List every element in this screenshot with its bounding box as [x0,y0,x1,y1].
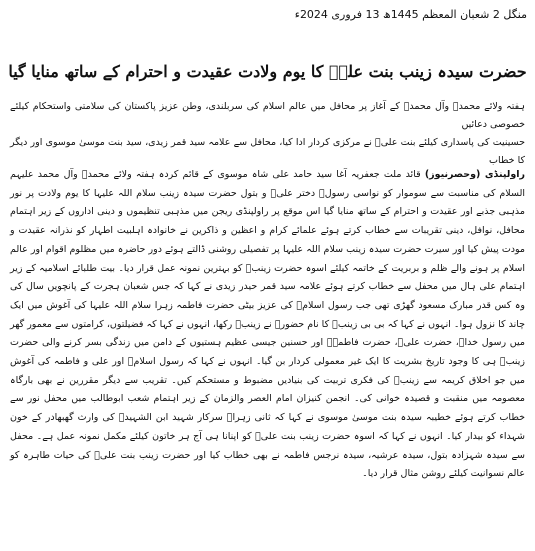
subheadline-line-1: ہفتہ ولائے محمدؐ وآل محمدؐ کے آغاز پر محافل میں عالم اسلام کی سربلندی، وطن عزیز پاکستان کی سلامتی واستحکام کیلئے خصوصی دعائیں [10,101,525,130]
byline: راولپنڈی (وحصرنیوز) [424,169,525,180]
article-body [10,166,525,484]
subheadline-line-2: حسینیت کی پاسداری کیلئے بنت علیؑ نے مرکزی کردار ادا کیا، محافل سے علامہ سید قمر زیدی، سید بنت موسیٰ موسوی اور دیگر کا خطاب [10,137,525,166]
headline: حضرت سیدہ زینب بنت علیؑ کا یوم ولادت عقیدت و احترام کے ساتھ منایا گیا [8,62,527,81]
dateline: منگل 2 شعبان المعظم 1445ھ 13 فروری 2024ء [294,8,527,21]
subheadline [10,98,525,170]
article-text: قائد ملت جعفریہ آغا سید حامد علی شاہ موسوی کے قائم کردہ ہفتہ ولائے محمدؐ وآل محمد علیہم السلام کی مناسبت سے سوموار کو نواسی رسولؐ دختر علیؑ و بتول حضرت سیدہ زینب سلام اللہ علیہا کا یوم ولادت پر نور مذہبی جذبے اور عقیدت و احترام کے ساتھ منایا گیا اس موقع پر راولپنڈی ریجن میں مذہبی تنظیموں و دینی اداروں کے زیر اہتمام محافل، نوافل، دینی تقریبات سے خطاب کرتے ہوئے علمائے کرام و اعظین و ذاکرین نے خانوادہ اہلبیت اطہار کو نذرانہ عقیدت و مودت پیش کیا اور سیرت حضرت سیدہ زینب سلام اللہ علیہا پر تفصیلی روشنی ڈالتے ہوئے دور حاضرہ میں مظلوم اقوام اور عالم اسلام پر ہونے والے ظلم و بربریت کے خاتمہ کیلئے اسوہ حضرت زینبؑ کو بہترین نمونہ عمل قرار دیا۔ بیت طلبائے اسلامیہ کے زیر اہتمام علی ہال میں محفل سے خطاب کرتے ہوئے علامہ سید قمر حیدر زیدی نے کہا کہ جس شعبان ہجرت کے پانچویں سال کی وہ کس قدر مبارک مسعود گھڑی تھی جب رسول اسلامؐ کی عزیز بیٹی حضرت فاطمہ زہرا سلام اللہ علیہا کی آغوش میں ایک چاند کا نزول ہوا۔ انہوں نے کہا کہ بی بی زینبؑ کا نام حضورؐ نے زینبؑ رکھا، انہوں نے کہا کہ فضیلتوں، کرامتوں سے معمور گھر میں رسول خداؐ، حضرت علیؑ، حضرت فاطمہؑ اور حسنین جیسی عظیم ہستیوں کے دامن میں زندگی بسر کرنے والی حضرت زینبؑ ہی کا وجود تاریخ بشریت کا ایک غیر معمولی کردار بن گیا۔ انہوں نے کہا کہ رسول اسلامؐ اور علی و فاطمہ کی آغوش میں جو اخلاق کریمہ سے زینبؑ کی فکری تربیت کی بنیادیں مضبوط و مستحکم کیں۔ تقریب سے دیگر مقررین نے بھی بارگاہ معصومہ میں منقبت و قصیدہ خوانی کی۔ انجمن کنیزان امام العصر والزمان کے زیر اہتمام شعب ابوطالب میں محفل نور سے خطاب کرتے ہوئے خطیبہ سیدہ بنت موسیٰ موسوی نے کہا کہ ثانی زہراؑ سرکار شہید ابن الشہیدؑ کی وارث گھبھادر کے خون شہداء کو بیدار کیا۔ انہوں نے کہا کہ اسوہ حضرت زینب بنت علیؑ کو اپنانا ہی آج ہر خاتون کیلئے مکمل نمونہ عمل ہے۔ محفل سے سیدہ شہزادہ بتول، سیدہ عرشیہ، سیدہ نرجس فاطمہ نے بھی خطاب کیا اور حضرت زینب بنت علیؑ کی حیات طاہرہ کو عالم نسوانیت کیلئے روشن مثال قرار دیا۔ [10,169,525,480]
